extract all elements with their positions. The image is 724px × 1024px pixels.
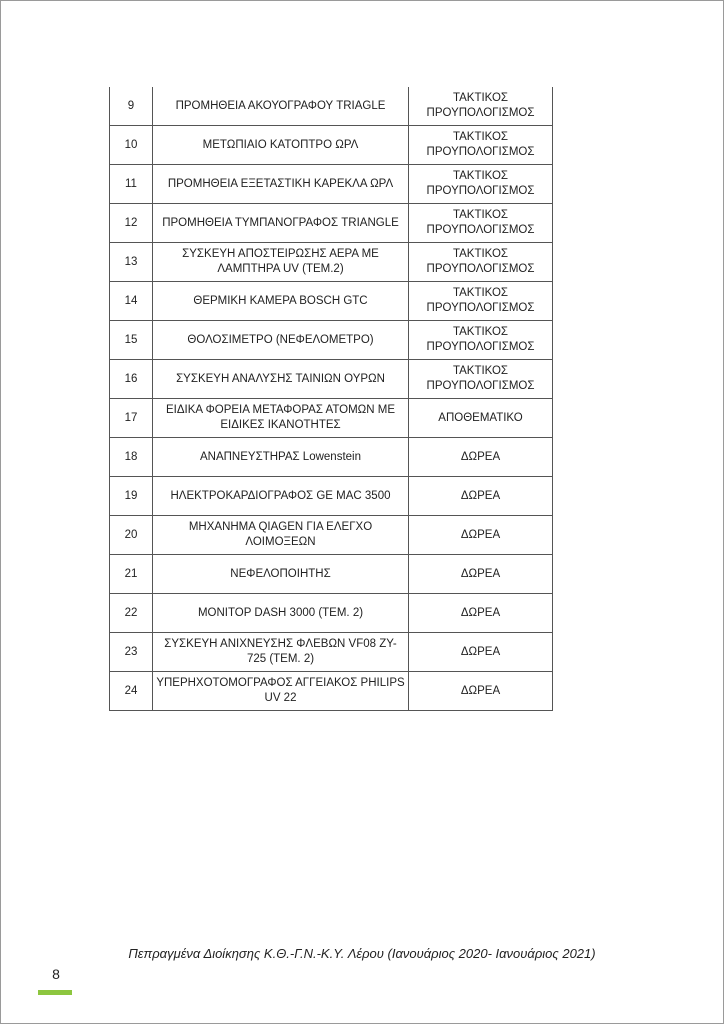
table-row — [110, 477, 553, 516]
item-number-cell: 16 — [110, 360, 153, 399]
table-row — [110, 282, 553, 321]
equipment-table — [109, 87, 553, 711]
item-description-cell: MONITOP DASH 3000 (ΤΕΜ. 2) — [153, 594, 409, 633]
funding-source-cell: ΤΑΚΤΙΚΟΣ ΠΡΟΥΠΟΛΟΓΙΣΜΟΣ — [409, 321, 553, 360]
item-description-cell: ΣΥΣΚΕΥΗ ΑΝΑΛΥΣΗΣ ΤΑΙΝΙΩΝ ΟΥΡΩΝ — [153, 360, 409, 399]
table-row — [110, 321, 553, 360]
item-description-cell: ΕΙΔΙΚΑ ΦΟΡΕΙΑ ΜΕΤΑΦΟΡΑΣ ΑΤΟΜΩΝ ΜΕ ΕΙΔΙΚΕΣ ΙΚΑΝΟΤΗΤΕΣ — [153, 399, 409, 438]
table-row — [110, 165, 553, 204]
item-description-cell: ΥΠΕΡΗΧΟΤΟΜΟΓΡΑΦΟΣ ΑΓΓΕΙΑΚΟΣ PHILIPS UV 22 — [153, 672, 409, 711]
funding-source-cell: ΔΩΡΕΑ — [409, 555, 553, 594]
table-row — [110, 360, 553, 399]
item-number-cell: 13 — [110, 243, 153, 282]
funding-source-cell: ΔΩΡΕΑ — [409, 672, 553, 711]
table-row — [110, 87, 553, 126]
item-description-cell: ΘΟΛΟΣΙΜΕΤΡΟ (ΝΕΦΕΛΟΜΕΤΡΟ) — [153, 321, 409, 360]
item-number-cell: 10 — [110, 126, 153, 165]
funding-source-cell: ΤΑΚΤΙΚΟΣ ΠΡΟΥΠΟΛΟΓΙΣΜΟΣ — [409, 282, 553, 321]
table-row — [110, 399, 553, 438]
table-row — [110, 594, 553, 633]
table-row — [110, 126, 553, 165]
funding-source-cell: ΔΩΡΕΑ — [409, 477, 553, 516]
item-description-cell: ΜΗΧΑΝΗΜΑ QIAGEN ΓΙΑ ΕΛΕΓΧΟ ΛΟΙΜΟΞΕΩΝ — [153, 516, 409, 555]
item-description-cell: ΣΥΣΚΕΥΗ ΑΠΟΣΤΕΙΡΩΣΗΣ ΑΕΡΑ ΜΕ ΛΑΜΠΤΗΡΑ UV (ΤΕΜ.2) — [153, 243, 409, 282]
item-number-cell: 12 — [110, 204, 153, 243]
item-number-cell: 19 — [110, 477, 153, 516]
item-number-cell: 22 — [110, 594, 153, 633]
funding-source-cell: ΤΑΚΤΙΚΟΣ ΠΡΟΥΠΟΛΟΓΙΣΜΟΣ — [409, 360, 553, 399]
equipment-table-body — [110, 87, 553, 711]
funding-source-cell: ΤΑΚΤΙΚΟΣ ΠΡΟΥΠΟΛΟΓΙΣΜΟΣ — [409, 87, 553, 126]
funding-source-cell: ΤΑΚΤΙΚΟΣ ΠΡΟΥΠΟΛΟΓΙΣΜΟΣ — [409, 126, 553, 165]
item-number-cell: 21 — [110, 555, 153, 594]
item-number-cell: 18 — [110, 438, 153, 477]
table-row — [110, 204, 553, 243]
item-number-cell: 14 — [110, 282, 153, 321]
footer-text: Πεπραγμένα Διοίκησης Κ.Θ.-Γ.Ν.-Κ.Υ. Λέρου (Ιανουάριος 2020- Ιανουάριος 2021) — [128, 946, 596, 961]
item-number-cell: 20 — [110, 516, 153, 555]
item-description-cell: ΠΡΟΜΗΘΕΙΑ ΕΞΕΤΑΣΤΙΚΗ ΚΑΡΕΚΛΑ ΩΡΛ — [153, 165, 409, 204]
item-description-cell: ΠΡΟΜΗΘΕΙΑ ΑΚΟΥΟΓΡΑΦΟΥ TRIAGLE — [153, 87, 409, 126]
item-number-cell: 15 — [110, 321, 153, 360]
item-description-cell: ΜΕΤΩΠΙΑΙΟ ΚΑΤΟΠΤΡΟ ΩΡΛ — [153, 126, 409, 165]
funding-source-cell: ΤΑΚΤΙΚΟΣ ΠΡΟΥΠΟΛΟΓΙΣΜΟΣ — [409, 204, 553, 243]
funding-source-cell: ΤΑΚΤΙΚΟΣ ΠΡΟΥΠΟΛΟΓΙΣΜΟΣ — [409, 243, 553, 282]
funding-source-cell: ΑΠΟΘΕΜΑΤΙΚΟ — [409, 399, 553, 438]
item-description-cell: ΑΝΑΠΝΕΥΣΤΗΡΑΣ Lowenstein — [153, 438, 409, 477]
table-row — [110, 516, 553, 555]
item-number-cell: 23 — [110, 633, 153, 672]
item-number-cell: 11 — [110, 165, 153, 204]
table-row — [110, 555, 553, 594]
funding-source-cell: ΤΑΚΤΙΚΟΣ ΠΡΟΥΠΟΛΟΓΙΣΜΟΣ — [409, 165, 553, 204]
funding-source-cell: ΔΩΡΕΑ — [409, 633, 553, 672]
funding-source-cell: ΔΩΡΕΑ — [409, 438, 553, 477]
item-description-cell: ΣΥΣΚΕΥΗ ΑΝΙΧΝΕΥΣΗΣ ΦΛΕΒΩΝ VF08 ZY-725 (ΤΕΜ. 2) — [153, 633, 409, 672]
table-row — [110, 672, 553, 711]
table-row — [110, 438, 553, 477]
item-number-cell: 9 — [110, 87, 153, 126]
funding-source-cell: ΔΩΡΕΑ — [409, 594, 553, 633]
item-number-cell: 17 — [110, 399, 153, 438]
table-row — [110, 633, 553, 672]
page-number-accent-bar — [38, 990, 72, 995]
table-row — [110, 243, 553, 282]
item-description-cell: ΗΛΕΚΤΡΟΚΑΡΔΙΟΓΡΑΦΟΣ GE MAC 3500 — [153, 477, 409, 516]
page-number: 8 — [52, 966, 60, 982]
item-description-cell: ΘΕΡΜΙΚΗ ΚΑΜΕΡΑ BOSCH GTC — [153, 282, 409, 321]
funding-source-cell: ΔΩΡΕΑ — [409, 516, 553, 555]
item-description-cell: ΠΡΟΜΗΘΕΙΑ ΤΥΜΠΑΝΟΓΡΑΦΟΣ TRIANGLE — [153, 204, 409, 243]
item-description-cell: ΝΕΦΕΛΟΠΟΙΗΤΗΣ — [153, 555, 409, 594]
item-number-cell: 24 — [110, 672, 153, 711]
